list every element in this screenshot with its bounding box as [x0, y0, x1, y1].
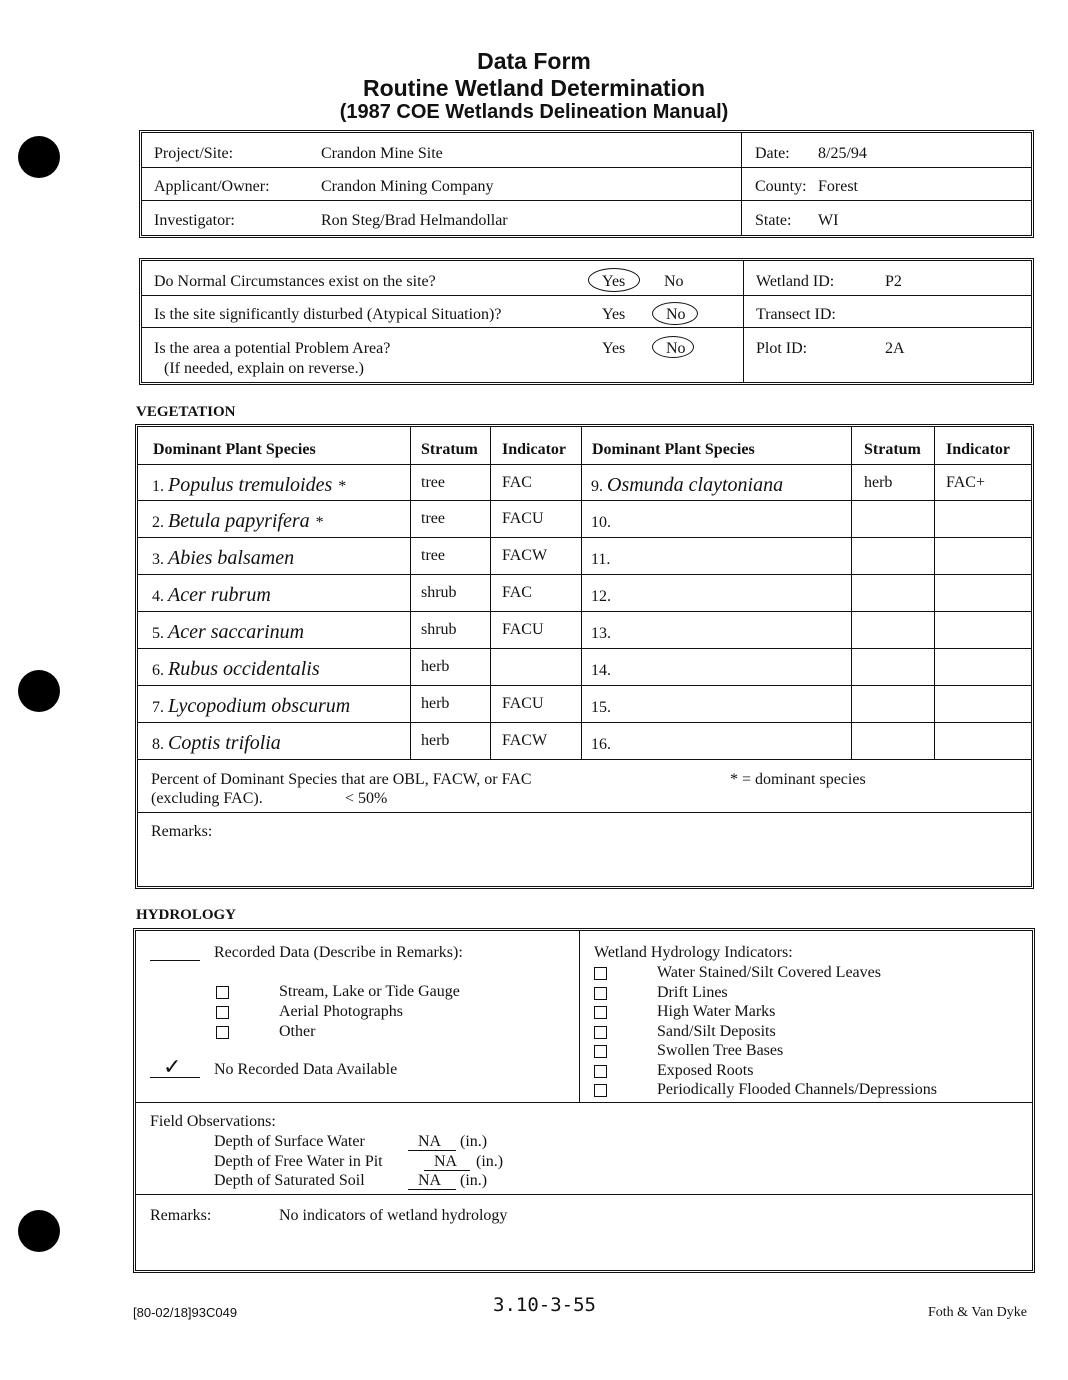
recorded-option-checkbox[interactable] [216, 1026, 229, 1039]
species-right-12: 12. [591, 588, 611, 605]
saturated-soil-value: NA [418, 1172, 442, 1189]
species-right-13: 13. [591, 625, 611, 642]
wetland-indicators-title: Wetland Hydrology Indicators: [594, 944, 793, 961]
question-normal-circumstances: Do Normal Circumstances exist on the site? [154, 273, 436, 290]
indicator-left-8: FACW [502, 732, 548, 749]
saturated-soil-unit: (in.) [460, 1172, 488, 1189]
recorded-option-label: Stream, Lake or Tide Gauge [279, 983, 460, 1000]
indicator-checkbox[interactable] [594, 1065, 607, 1078]
indicator-left-2: FACU [502, 510, 544, 527]
species-right-15: 15. [591, 699, 611, 716]
indicator-label: Water Stained/Silt Covered Leaves [657, 964, 881, 981]
percent-dominant-line1: Percent of Dominant Species that are OBL, FACW, or FAC [151, 771, 532, 788]
indicator-label: Swollen Tree Bases [657, 1042, 784, 1059]
site-info-box [139, 130, 1034, 238]
applicant-label: Applicant/Owner: [154, 178, 270, 195]
footer-page-number: 3.10-3-55 [493, 1294, 596, 1316]
recorded-option-label: Aerial Photographs [279, 1003, 403, 1020]
veg-col-indicator-right: Indicator [946, 441, 1010, 458]
dominant-legend: * = dominant species [730, 771, 866, 788]
veg-col-indicator-left: Indicator [502, 441, 566, 458]
indicator-label: Exposed Roots [657, 1061, 754, 1079]
question-problem-area: Is the area a potential Problem Area? [154, 340, 391, 357]
indicator-checkbox[interactable] [594, 1006, 607, 1019]
species-left-8: 8. Coptis trifolia [152, 732, 281, 754]
hydrology-table [133, 928, 1035, 1273]
veg-col-stratum-right: Stratum [864, 441, 921, 458]
q3-no: No [666, 340, 686, 357]
q3-no-circle [652, 336, 694, 358]
wetland-id-label: Wetland ID: [756, 273, 835, 290]
veg-col-stratum-left: Stratum [421, 441, 478, 458]
species-left-2: 2. Betula papyrifera * [152, 510, 324, 532]
species-right-16: 16. [591, 736, 611, 753]
project-value: Crandon Mine Site [321, 145, 443, 162]
project-label: Project/Site: [154, 145, 234, 162]
stratum-right-9: herb [864, 474, 893, 491]
species-right-9: 9. Osmunda claytoniana [591, 474, 784, 496]
footer-firm: Foth & Van Dyke [928, 1305, 1027, 1320]
state-label: State: [755, 212, 792, 229]
indicator-left-7: FACU [502, 695, 544, 712]
state-value: WI [818, 212, 839, 229]
q1-yes: Yes [602, 273, 626, 290]
investigator-value: Ron Steg/Brad Helmandollar [321, 212, 508, 229]
species-left-7: 7. Lycopodium obscurum [152, 695, 351, 717]
vegetation-remarks-label: Remarks: [151, 823, 213, 840]
plot-id-label: Plot ID: [756, 340, 808, 357]
species-right-14: 14. [591, 662, 611, 679]
q2-no: No [666, 306, 686, 323]
indicator-left-1: FAC [502, 474, 532, 491]
date-label: Date: [755, 145, 790, 162]
recorded-data-label: Recorded Data (Describe in Remarks): [214, 944, 463, 961]
indicator-checkbox[interactable] [594, 987, 607, 1000]
plot-id-value: 2A [885, 340, 905, 357]
recorded-option-checkbox[interactable] [216, 1006, 229, 1019]
stratum-left-8: herb [421, 732, 450, 749]
indicator-label: Periodically Flooded Channels/Depressions [657, 1081, 937, 1098]
indicator-left-4: FAC [502, 584, 532, 601]
indicator-checkbox[interactable] [594, 1084, 607, 1097]
investigator-label: Investigator: [154, 212, 235, 229]
field-observations-label: Field Observations: [150, 1113, 276, 1130]
indicator-label: Sand/Silt Deposits [657, 1022, 776, 1040]
form-manual: (1987 COE Wetlands Delineation Manual) [339, 101, 729, 123]
stratum-left-1: tree [421, 474, 445, 491]
transect-id-label: Transect ID: [756, 306, 836, 323]
indicator-checkbox[interactable] [594, 1026, 607, 1039]
problem-area-note: (If needed, explain on reverse.) [164, 360, 364, 377]
species-left-4: 4. Acer rubrum [152, 584, 271, 606]
indicator-left-3: FACW [502, 547, 548, 564]
hydrology-remarks-label: Remarks: [150, 1207, 212, 1224]
applicant-value: Crandon Mining Company [321, 178, 494, 195]
form-title: Data Form [477, 48, 591, 74]
recorded-option-checkbox[interactable] [216, 986, 229, 999]
q3-yes: Yes [602, 340, 626, 357]
hydrology-remarks-value: No indicators of wetland hydrology [279, 1207, 508, 1224]
surface-water-value: NA [418, 1133, 442, 1150]
hydrology-heading: HYDROLOGY [136, 907, 237, 923]
stratum-left-7: herb [421, 695, 450, 712]
date-value: 8/25/94 [818, 145, 867, 162]
question-disturbed: Is the site significantly disturbed (Atypical Situation)? [154, 306, 502, 323]
indicator-checkbox[interactable] [594, 967, 607, 980]
stratum-left-4: shrub [421, 584, 457, 601]
species-right-10: 10. [591, 514, 611, 531]
indicator-checkbox[interactable] [594, 1045, 607, 1058]
free-water-label: Depth of Free Water in Pit [214, 1153, 383, 1170]
recorded-option-label: Other [279, 1023, 316, 1040]
percent-dominant-value: < 50% [345, 790, 388, 807]
q2-yes: Yes [602, 306, 626, 323]
wetland-id-value: P2 [885, 273, 902, 290]
punch-hole-top [18, 136, 60, 178]
q1-no: No [664, 273, 684, 290]
stratum-left-6: herb [421, 658, 450, 675]
no-recorded-check-mark: ✓ [163, 1054, 182, 1079]
indicator-right-9: FAC+ [946, 474, 985, 491]
indicator-left-5: FACU [502, 621, 544, 638]
stratum-left-5: shrub [421, 621, 457, 638]
vegetation-heading: VEGETATION [136, 404, 236, 420]
county-value: Forest [818, 178, 858, 195]
recorded-data-blank [150, 945, 200, 961]
q2-no-circle [652, 302, 698, 325]
free-water-value: NA [434, 1153, 458, 1170]
stratum-left-2: tree [421, 510, 445, 527]
species-right-11: 11. [591, 551, 611, 568]
veg-col-species-right: Dominant Plant Species [592, 441, 755, 458]
punch-hole-bottom [18, 1210, 60, 1252]
county-label: County: [755, 178, 807, 195]
punch-hole-middle [18, 670, 60, 712]
veg-col-species-left: Dominant Plant Species [153, 441, 316, 458]
q1-yes-circle [588, 268, 640, 292]
footer-code: [80-02/18]93C049 [133, 1305, 238, 1320]
species-left-5: 5. Acer saccarinum [152, 621, 305, 643]
surface-water-label: Depth of Surface Water [214, 1133, 365, 1150]
indicator-label: High Water Marks [657, 1003, 776, 1020]
percent-dominant-line2: (excluding FAC). [151, 790, 263, 807]
species-left-6: 6. Rubus occidentalis [152, 658, 320, 680]
species-left-1: 1. Populus tremuloides * [152, 474, 347, 496]
indicator-label: Drift Lines [657, 983, 728, 1001]
form-subtitle: Routine Wetland Determination [362, 75, 706, 101]
species-left-3: 3. Abies balsamen [152, 547, 295, 569]
free-water-unit: (in.) [476, 1153, 504, 1170]
no-recorded-data-label: No Recorded Data Available [214, 1061, 398, 1078]
surface-water-unit: (in.) [460, 1133, 488, 1150]
saturated-soil-label: Depth of Saturated Soil [214, 1172, 365, 1189]
stratum-left-3: tree [421, 547, 445, 564]
